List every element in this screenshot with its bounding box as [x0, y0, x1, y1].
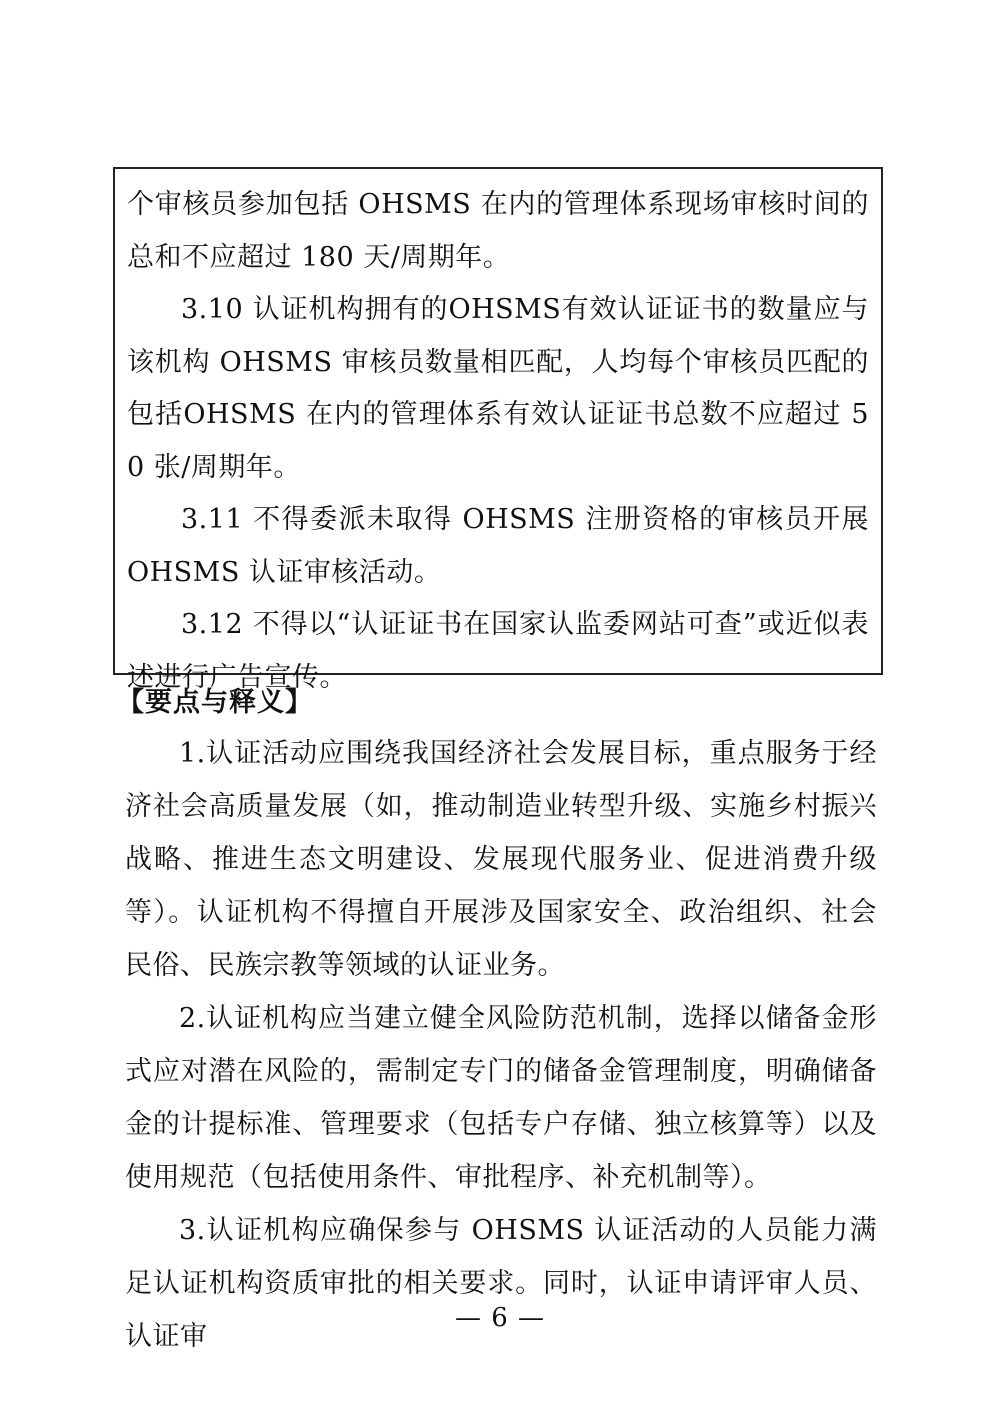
box-paragraph-3-12: 3.12 不得以“认证证书在国家认监委网站可查”或近似表述进行广告宣传。 [127, 609, 869, 693]
key-points-section [117, 683, 877, 1363]
page-number: — 6 — [454, 1303, 546, 1333]
box-paragraph-3-10: 3.10 认证机构拥有的OHSMS有效认证证书的数量应与该机构 OHSMS 审核员数量相匹配，人均每个审核员匹配的包括OHSMS 在内的管理体系有效认证证书总数不应超过 50 张/周期年。 [127, 294, 869, 483]
section-heading: 【要点与释义】 [117, 687, 313, 718]
key-point-1: 1.认证活动应围绕我国经济社会发展目标，重点服务于经济社会高质量发展（如，推动制造业转型升级、实施乡村振兴战略、推进生态文明建设、发展现代服务业、促进消费升级等）。认证机构不得擅自开展涉及国家安全、政治组织、社会民俗、民族宗教等领域的认证业务。 [125, 738, 877, 981]
key-point-2: 2.认证机构应当建立健全风险防范机制，选择以储备金形式应对潜在风险的，需制定专门的储备金管理制度，明确储备金的计提标准、管理要求（包括专户存储、独立核算等）以及使用规范（包括使用条件、审批程序、补充机制等）。 [125, 1003, 877, 1193]
box-paragraph-3-11: 3.11 不得委派未取得 OHSMS 注册资格的审核员开展OHSMS 认证审核活动。 [127, 504, 869, 588]
box-paragraph-continuation: 个审核员参加包括 OHSMS 在内的管理体系现场审核时间的总和不应超过 180 天/周期年。 [127, 189, 869, 273]
requirements-box [113, 167, 883, 693]
key-point-3: 3.认证机构应确保参与 OHSMS 认证活动的人员能力满足认证机构资质审批的相关要求。同时，认证申请评审人员、认证审 [125, 1215, 877, 1352]
